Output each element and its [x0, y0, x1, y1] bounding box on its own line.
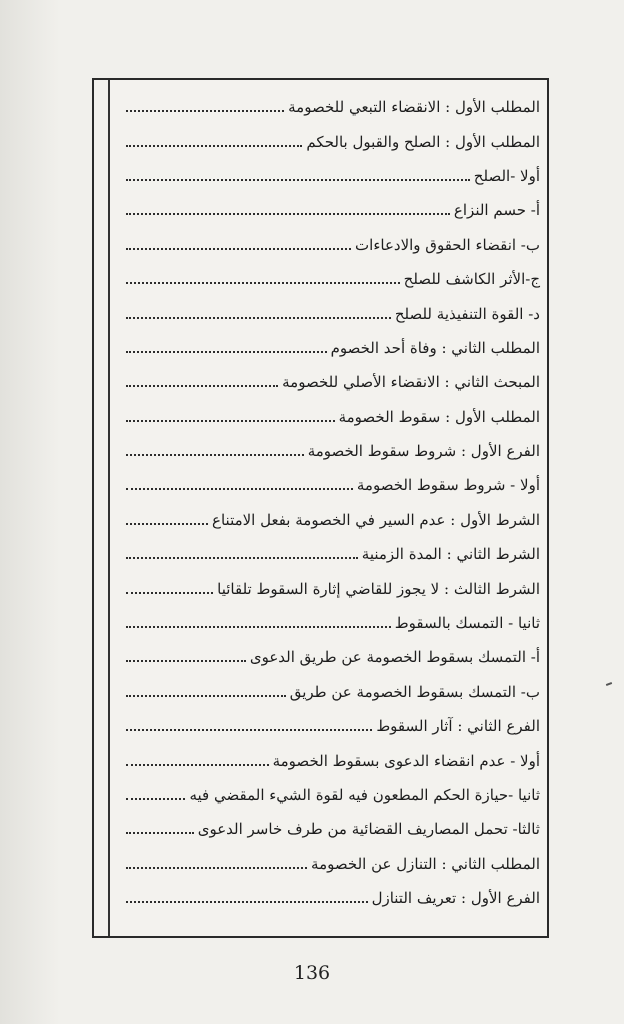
- toc-entry: [116, 847, 540, 881]
- toc-entry: [116, 812, 540, 846]
- toc-entry: [116, 778, 540, 812]
- toc-entry-title: ثالثا- تحمل المصاريف القضائية من طرف خاسر الدعوى: [197, 820, 540, 839]
- toc-entry: [116, 571, 540, 605]
- toc-entry: [116, 675, 540, 709]
- dot-leader: [126, 695, 286, 697]
- toc-entry-title: المبحث الثاني : الانقضاء الأصلي للخصومة: [282, 373, 540, 392]
- toc-entry: [116, 606, 540, 640]
- toc-entry: [116, 331, 540, 365]
- toc-entry-title: أولا -الصلح: [473, 166, 540, 185]
- toc-entry-title: الشرط الثالث : لا يجوز للقاضي إثارة السقوط تلقائيا: [217, 579, 540, 598]
- dot-leader: [126, 351, 327, 353]
- dot-leader: [126, 385, 278, 387]
- toc-entry: [116, 365, 540, 399]
- toc-entry-title: المطلب الثاني : التنازل عن الخصومة: [311, 854, 540, 873]
- toc-entry-title: ج-الأثر الكاشف للصلح: [403, 270, 540, 289]
- toc-entry-title: ثانيا -حيازة الحكم المطعون فيه لقوة الشيء المقضي فيه: [189, 786, 540, 804]
- toc-entry-title: الشرط الثاني : المدة الزمنية: [361, 545, 540, 564]
- dot-leader: [126, 213, 450, 215]
- toc-entry-title: المطلب الثاني : وفاة أحد الخصوم: [330, 338, 540, 357]
- dot-leader: [126, 557, 358, 559]
- toc-entry: [116, 228, 540, 262]
- toc-entry-title: المطلب الأول : الانقضاء التبعي للخصومة: [288, 98, 540, 117]
- toc-entry-title: د- القوة التنفيذية للصلح: [394, 304, 540, 323]
- dot-leader: [126, 454, 304, 456]
- dot-leader: [126, 282, 400, 284]
- dot-leader: [126, 832, 194, 834]
- toc-entry-title: ثانيا - التمسك بالسقوط: [394, 614, 540, 633]
- toc-entry-title: ب- التمسك بسقوط الخصومة عن طريق: [289, 682, 540, 701]
- dot-leader: [126, 145, 302, 147]
- table-of-contents-list: [116, 90, 540, 915]
- page-gutter-shadow: [0, 0, 60, 1024]
- toc-entry-title: الفرع الأول : شروط سقوط الخصومة: [307, 442, 540, 461]
- toc-entry: [116, 159, 540, 193]
- toc-entry-title: الفرع الثاني : آثار السقوط: [376, 717, 540, 736]
- toc-entry: [116, 90, 540, 124]
- toc-entry: [116, 193, 540, 227]
- dot-leader: [126, 523, 208, 525]
- toc-entry-title: أ- حسم النزاع: [453, 201, 540, 220]
- toc-entry: [116, 743, 540, 777]
- page-number: 136: [293, 962, 331, 984]
- toc-entry-title: الفرع الأول : تعريف التنازل: [371, 889, 540, 908]
- toc-entry-title: المطلب الأول : الصلح والقبول بالحكم: [306, 132, 540, 151]
- frame-inner-rule: [108, 80, 110, 936]
- toc-entry: [116, 640, 540, 674]
- toc-entry-title: ب- انقضاء الحقوق والادعاءات: [355, 235, 540, 254]
- dot-leader: [126, 764, 269, 766]
- toc-entry-title: المطلب الأول : سقوط الخصومة: [338, 407, 540, 426]
- dot-leader: [126, 626, 391, 628]
- toc-entry: [116, 468, 540, 502]
- toc-entry: [116, 709, 540, 743]
- dot-leader: [126, 660, 246, 662]
- toc-entry-title: أولا - عدم انقضاء الدعوى بسقوط الخصومة: [272, 751, 540, 770]
- toc-entry: [116, 434, 540, 468]
- toc-entry: [116, 296, 540, 330]
- dot-leader: [126, 317, 391, 319]
- stray-ink-mark: [606, 682, 612, 686]
- dot-leader: [126, 179, 470, 181]
- toc-entry: [116, 537, 540, 571]
- toc-entry: [116, 124, 540, 158]
- toc-entry-title: أ- التمسك بسقوط الخصومة عن طريق الدعوى: [249, 648, 540, 667]
- dot-leader: [126, 110, 284, 112]
- toc-entry: [116, 400, 540, 434]
- dot-leader: [126, 901, 368, 903]
- toc-entry: [116, 503, 540, 537]
- toc-entry-title: الشرط الأول : عدم السير في الخصومة بفعل الامتناع: [212, 510, 540, 529]
- dot-leader: [126, 867, 307, 869]
- dot-leader: [126, 798, 185, 800]
- toc-entry: [116, 262, 540, 296]
- dot-leader: [126, 729, 372, 731]
- toc-entry: [116, 881, 540, 915]
- dot-leader: [126, 248, 351, 250]
- dot-leader: [126, 488, 353, 490]
- dot-leader: [126, 420, 335, 422]
- dot-leader: [126, 592, 213, 594]
- toc-entry-title: أولا - شروط سقوط الخصومة: [356, 476, 540, 495]
